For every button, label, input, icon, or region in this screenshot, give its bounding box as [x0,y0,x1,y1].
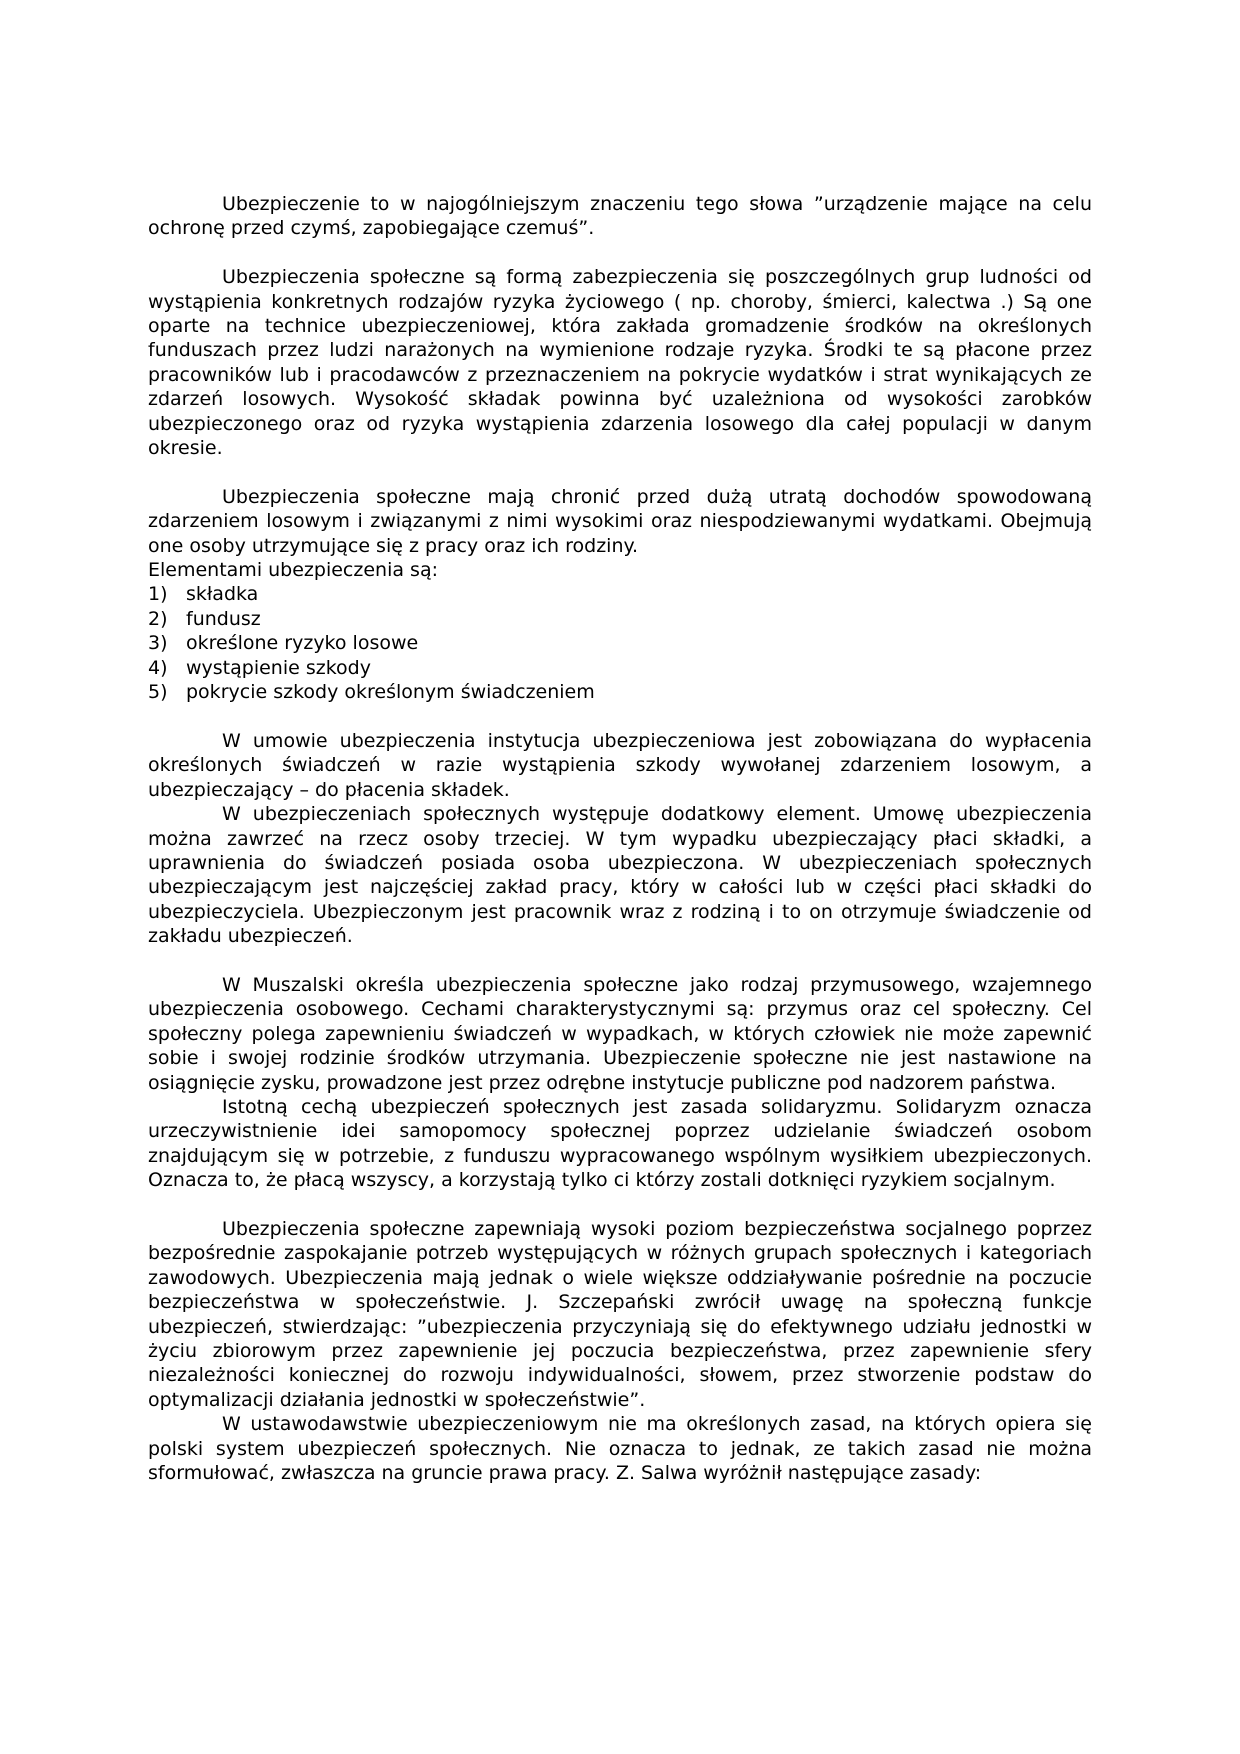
list-item [148,631,1092,655]
list-item [148,607,1092,631]
list-item-number: 4) [148,656,168,679]
elements-list [148,582,1092,704]
paragraph-definition: Ubezpieczenie to w najogólniejszym znaczeniu tego słowa ”urządzenie mające na celu ochronę przed czymś, zapobiegające czemuś”. [148,193,1092,240]
list-item [148,680,1092,704]
list-item-text: fundusz [186,607,261,630]
paragraph-security-level: Ubezpieczenia społeczne zapewniają wysoki poziom bezpieczeństwa socjalnego poprzez bezpośrednie zaspokajanie potrzeb występujących w różnych grupach społecznych i kategoriach zawodowych. Ubezpieczenia mają jednak o wiele większe oddziaływanie pośrednie na poczucie bezpieczeństwa w społeczeństwie. J. Szczepański zwrócił uwagę na społeczną funkcje ubezpieczeń, stwierdzając: ”ubezpieczenia przyczyniają się do efektywnego udziału jednostki w życiu zbiorowym przez zapewnienie jej poczucia bezpieczeństwa, przez zapewnienie sfery niezależności koniecznej do rozwoju indywidualności, słowem, przez stworzenie podstaw do optymalizacji działania jednostki w społeczeństwie”. [148,1217,1092,1411]
paragraph-protection: Ubezpieczenia społeczne mają chronić przed dużą utratą dochodów spowodowaną zdarzeniem losowym i związanymi z nimi wysokimi oraz niespodziewanymi wydatkami. Obejmują one osoby utrzymujące się z pracy oraz ich rodziny. [148,485,1092,557]
list-intro: Elementami ubezpieczenia są: [148,559,438,582]
paragraph-gap [148,241,1092,265]
list-item-number: 5) [148,681,168,704]
paragraph-legislation: W ustawodawstwie ubezpieczeniowym nie ma określonych zasad, na których opiera się polski system ubezpieczeń społecznych. Nie oznacza to jednak, ze takich zasad nie można sformułować, zwłaszcza na gruncie prawa pracy. Z. Salwa wyróżnił następujące zasady: [148,1413,1092,1485]
paragraph-muszalski: W Muszalski określa ubezpieczenia społeczne jako rodzaj przymusowego, wzajemnego ubezpieczenia osobowego. Cechami charakterystycznymi są: przymus oraz cel społeczny. Cel społeczny polega zapewnieniu świadczeń w wypadkach, w których człowiek nie może zapewnić sobie i swojej rodzinie środków utrzymania. Ubezpieczenie społeczne nie jest nastawione na osiągnięcie zysku, prowadzone jest przez odrębne instytucje publiczne pod nadzorem państwa. [148,973,1092,1094]
list-item-number: 2) [148,607,168,630]
paragraph-gap [148,705,1092,729]
paragraph-insurance-contract: W umowie ubezpieczenia instytucja ubezpieczeniowa jest zobowiązana do wypłacenia określonych świadczeń w razie wystąpienia szkody wywołanej zdarzeniem losowym, a ubezpieczający – do płacenia składek. [148,729,1092,801]
list-item-number: 1) [148,583,168,606]
list-item-text: określone ryzyko losowe [186,632,419,655]
paragraph-third-party: W ubezpieczeniach społecznych występuje dodatkowy element. Umowę ubezpieczenia można zawrzeć na rzecz osoby trzeciej. W tym wypadku ubezpieczający płaci składki, a uprawnienia do świadczeń posiada osoba ubezpieczona. W ubezpieczeniach społecznych ubezpieczającym jest najczęściej zakład pracy, który w całości lub w części płaci składki do ubezpieczyciela. Ubezpieczonym jest pracownik wraz z rodziną i to on otrzymuje świadczenie od zakładu ubezpieczeń. [148,803,1092,948]
list-item-text: wystąpienie szkody [186,656,371,679]
paragraph-gap [148,1193,1092,1217]
paragraph-gap [148,949,1092,973]
list-item-number: 3) [148,632,168,655]
paragraph-solidarity: Istotną cechą ubezpieczeń społecznych jest zasada solidaryzmu. Solidaryzm oznacza urzeczywistnienie idei samopomocy społecznej poprzez udzielanie świadczeń osobom znajdującym się w potrzebie, z funduszu wypracowanego wspólnym wysiłkiem ubezpieczonych. Oznacza to, że płacą wszyscy, a korzystają tylko ci którzy zostali dotknięci ryzykiem socjalnym. [148,1095,1092,1192]
list-item-text: składka [186,583,259,606]
paragraph-social-insurance-form: Ubezpieczenia społeczne są formą zabezpieczenia się poszczególnych grup ludności od wystąpienia konkretnych rodzajów ryzyka życiowego ( np. choroby, śmierci, kalectwa .) Są one oparte na technice ubezpieczeniowej, która zakłada gromadzenie środków na określonych funduszach przez ludzi narażonych na wymienione rodzaje ryzyka. Środki te są płacone przez pracowników lub i pracodawców z przeznaczeniem na pokrycie wydatków i strat wynikających ze zdarzeń losowych. Wysokość składak powinna być uzależniona od wysokości zarobków ubezpieczonego oraz od ryzyka wystąpienia zdarzenia losowego dla całej populacji w danym okresie. [148,266,1092,460]
paragraph-gap [148,460,1092,484]
list-item [148,656,1092,680]
document-page [148,192,1092,1485]
list-item [148,582,1092,606]
list-item-text: pokrycie szkody określonym świadczeniem [186,681,595,704]
